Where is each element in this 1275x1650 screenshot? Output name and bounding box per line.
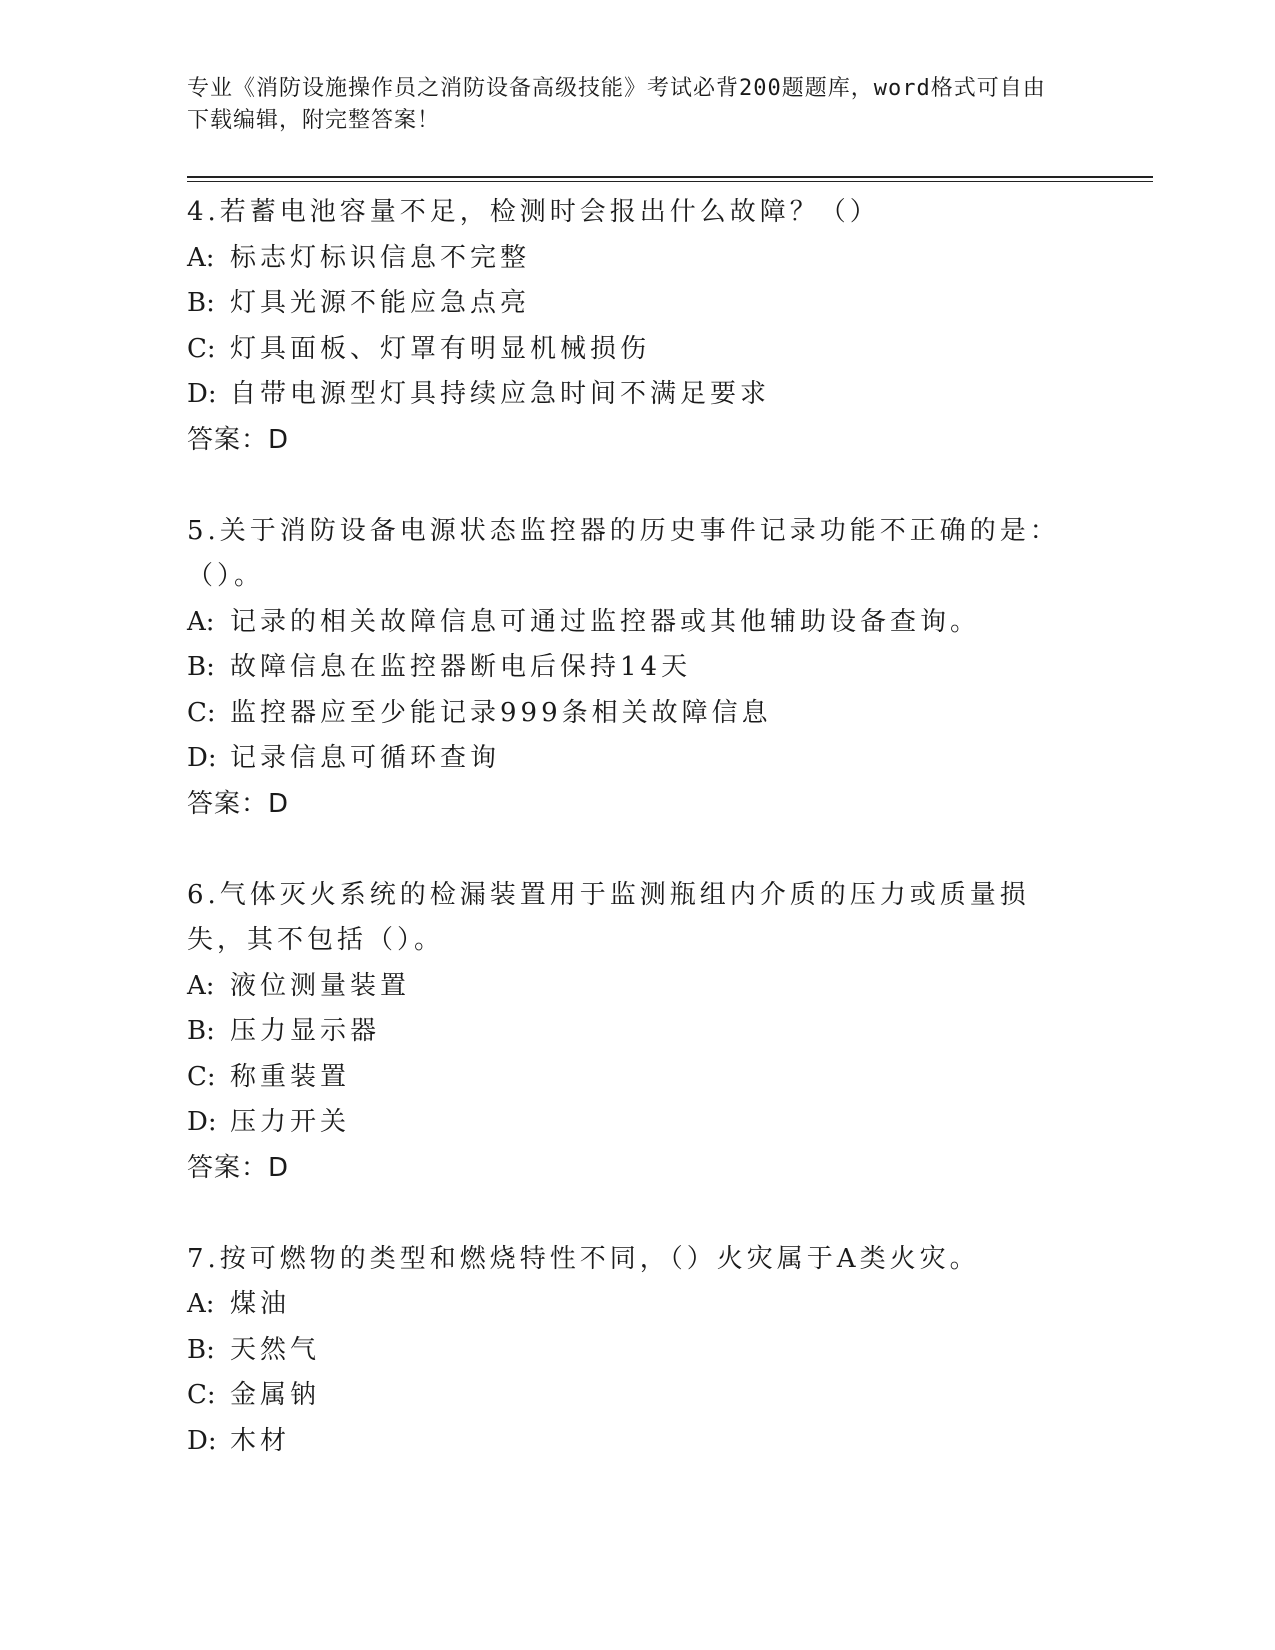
question-stem: 7.按可燃物的类型和燃烧特性不同，（）火灾属于A类火灾。 [187, 1243, 980, 1274]
option-text: 灯具光源不能应急点亮 [230, 288, 531, 318]
option-text: 称重装置 [230, 1061, 351, 1092]
option-key: B: [187, 1016, 215, 1046]
option-key: D: [187, 379, 217, 409]
option-a [187, 600, 1067, 646]
question-spacer [187, 1191, 1067, 1237]
question-item [187, 1237, 1067, 1465]
option-text: 金属钠 [230, 1380, 321, 1410]
option-text: 木材 [230, 1425, 291, 1456]
option-a [187, 964, 1067, 1010]
option-key: C: [187, 697, 216, 728]
option-text: 天然气 [230, 1334, 321, 1365]
document-header: 专业《消防设施操作员之消防设备高级技能》考试必背200题题库，word格式可自由下载编辑，附完整答案！ [187, 76, 1046, 133]
option-text: 记录信息可循环查询 [230, 743, 501, 773]
option-key: B: [187, 1334, 215, 1365]
option-b [187, 645, 1067, 691]
option-text: 监控器应至少能记录999条相关故障信息 [230, 697, 772, 728]
question-list [187, 190, 1067, 1464]
option-key: A: [187, 242, 215, 273]
option-b [187, 281, 1067, 327]
option-text: 自带电源型灯具持续应急时间不满足要求 [230, 379, 771, 409]
question-spacer [187, 463, 1067, 509]
option-key: D: [187, 1107, 217, 1137]
answer-line: 答案：D [187, 788, 290, 819]
option-key: A: [187, 1289, 215, 1319]
option-text: 灯具面板、灯罩有明显机械损伤 [230, 333, 651, 364]
option-d [187, 1100, 1067, 1146]
option-d [187, 1419, 1067, 1465]
option-text: 压力开关 [230, 1107, 351, 1137]
option-key: D: [187, 1425, 217, 1456]
option-d [187, 736, 1067, 782]
option-c [187, 327, 1067, 373]
option-text: 煤油 [230, 1289, 291, 1319]
option-key: C: [187, 1380, 216, 1410]
question-item [187, 509, 1067, 828]
option-a [187, 1282, 1067, 1328]
question-stem: 4.若蓄电池容量不足，检测时会报出什么故障？（） [187, 197, 880, 227]
option-b [187, 1328, 1067, 1374]
option-d [187, 372, 1067, 418]
question-stem: 6.气体灭火系统的检漏装置用于监测瓶组内介质的压力或质量损失，其不包括（）。 [187, 879, 1030, 955]
header-divider-thin [187, 181, 1153, 182]
option-key: A: [187, 970, 215, 1001]
option-key: C: [187, 333, 216, 364]
option-key: D: [187, 743, 217, 773]
question-stem: 5.关于消防设备电源状态监控器的历史事件记录功能不正确的是：（）。 [187, 515, 1060, 591]
question-item [187, 190, 1067, 463]
option-c [187, 691, 1067, 737]
option-text: 液位测量装置 [230, 970, 411, 1001]
option-c [187, 1373, 1067, 1419]
answer-line: 答案：D [187, 1152, 290, 1183]
option-key: B: [187, 652, 215, 682]
header-divider-thick [187, 176, 1153, 178]
question-spacer [187, 827, 1067, 873]
option-text: 标志灯标识信息不完整 [230, 242, 531, 273]
option-c [187, 1055, 1067, 1101]
option-key: C: [187, 1061, 216, 1092]
answer-line: 答案：D [187, 424, 290, 455]
question-item [187, 873, 1067, 1192]
option-text: 记录的相关故障信息可通过监控器或其他辅助设备查询。 [230, 606, 981, 637]
option-b [187, 1009, 1067, 1055]
option-key: B: [187, 288, 215, 318]
option-text: 压力显示器 [230, 1016, 381, 1046]
option-key: A: [187, 606, 215, 637]
option-text: 故障信息在监控器断电后保持14天 [230, 652, 692, 682]
option-a [187, 236, 1067, 282]
